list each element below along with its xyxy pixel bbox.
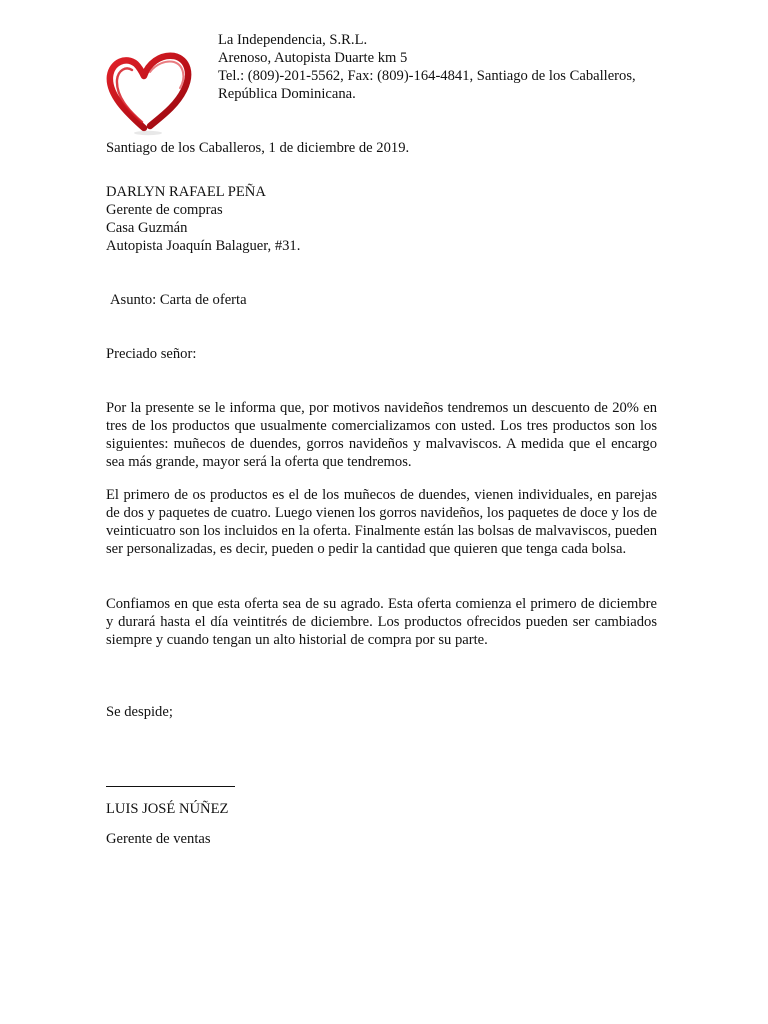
signer-title: Gerente de ventas (106, 831, 211, 847)
recipient-company: Casa Guzmán (106, 220, 188, 236)
body-paragraph-2: El primero de os productos es el de los muñecos de duendes, vienen individuales, en parejas de dos y paquetes de cuatro. Luego vienen los gorros navideños, los paquetes de doce y los de veinticuatro son los incluidos en la oferta. Finalmente están las bolsas de malvaviscos, pueden ser personalizadas, es decir, pueden o pedir la cantidad que quieren que tenga cada bolsa. (106, 487, 657, 557)
body-paragraph-1: Por la presente se le informa que, por motivos navideños tendremos un descuento de 20% en tres de los productos que usualmente comercializamos con usted. Los tres productos son los siguientes: muñecos de duendes, gorros navideños y malvaviscos. A medida que el encargo sea más grande, mayor será la oferta que tendremos. (106, 400, 657, 470)
closing: Se despide; (106, 704, 173, 720)
body-paragraph-3: Confiamos en que esta oferta sea de su agrado. Esta oferta comienza el primero de diciembre y durará hasta el día veintitrés de diciembre. Los productos ofrecidos pueden ser cambiados siempre y cuando tengan un alto historial de compra por su parte. (106, 596, 657, 648)
company-name: La Independencia, S.R.L. (218, 32, 368, 48)
company-address: Arenoso, Autopista Duarte km 5 (218, 50, 408, 66)
signer-name: LUIS JOSÉ NÚÑEZ (106, 801, 229, 817)
company-country: República Dominicana. (218, 86, 356, 102)
recipient-address: Autopista Joaquín Balaguer, #31. (106, 238, 301, 254)
letterhead (218, 31, 758, 103)
red-heart-icon (104, 50, 194, 138)
signature-line (106, 786, 235, 787)
company-logo (104, 50, 194, 138)
letter-date: Santiago de los Caballeros, 1 de diciembre de 2019. (106, 140, 410, 156)
company-contact: Tel.: (809)-201-5562, Fax: (809)-164-4841, Santiago de los Caballeros, (218, 68, 636, 84)
subject-line: Asunto: Carta de oferta (110, 292, 247, 308)
recipient-title: Gerente de compras (106, 202, 223, 218)
greeting: Preciado señor: (106, 346, 197, 362)
recipient-name: DARLYN RAFAEL PEÑA (106, 184, 266, 200)
recipient-block (106, 183, 300, 255)
